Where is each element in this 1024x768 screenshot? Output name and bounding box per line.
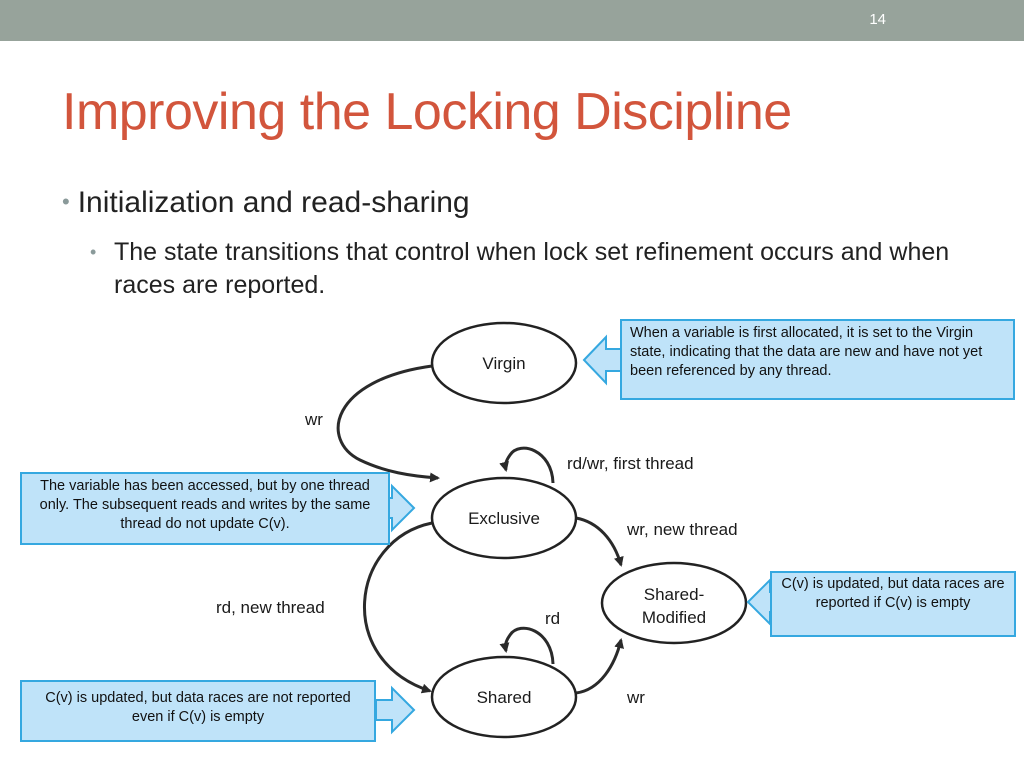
callout-virgin: When a variable is first allocated, it is set to the Virgin state, indicating that the data are new and have not yet been referenced by any thread.	[620, 319, 1015, 400]
callout-arrow-exclusive	[388, 486, 414, 530]
edge-exclusive-to-shared	[364, 523, 432, 691]
callout-exclusive: The variable has been accessed, but by one thread only. The subsequent reads and writes by the same thread do not update C(v).	[20, 472, 390, 545]
state-shared-label: Shared	[476, 688, 532, 707]
label-exclusive-to-shared-modified: wr, new thread	[627, 520, 738, 539]
label-shared-to-shared-modified: wr	[627, 688, 645, 707]
edge-exclusive-to-shared-modified	[576, 518, 621, 565]
callout-arrow-shared-modified	[748, 580, 772, 624]
edge-shared-to-shared-modified	[576, 640, 621, 693]
slide-number: 14	[869, 11, 886, 28]
edge-virgin-to-exclusive	[338, 366, 438, 478]
callout-shared-modified: C(v) is updated, but data races are reported if C(v) is empty	[770, 571, 1016, 637]
bullet-dot-icon: •	[90, 242, 97, 262]
bullet-dot-icon: •	[62, 189, 70, 214]
state-exclusive-label: Exclusive	[468, 509, 540, 528]
callout-arrow-shared	[376, 688, 414, 732]
label-exclusive-self: rd/wr, first thread	[567, 454, 694, 473]
label-exclusive-to-shared: rd, new thread	[216, 598, 325, 617]
callout-arrow-virgin	[584, 337, 622, 383]
state-virgin-label: Virgin	[482, 354, 526, 373]
bullet-level-2-text: The state transitions that control when lock set refinement occurs and when races are reported.	[114, 238, 950, 299]
state-shared-modified-label-line1: Shared-	[643, 585, 705, 604]
label-virgin-to-exclusive: wr	[305, 410, 323, 429]
slide-title: Improving the Locking Discipline	[62, 83, 792, 141]
label-shared-self: rd	[545, 609, 561, 628]
callout-shared: C(v) is updated, but data races are not reported even if C(v) is empty	[20, 680, 376, 742]
bullet-level-1-text: Initialization and read-sharing	[77, 186, 470, 219]
state-shared-modified-label-line2: Modified	[641, 608, 707, 627]
